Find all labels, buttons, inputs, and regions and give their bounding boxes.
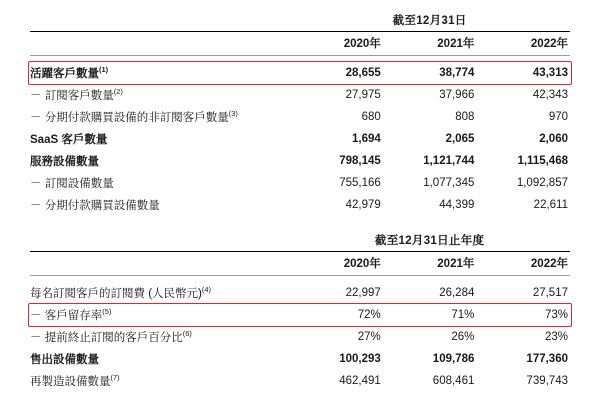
row-value-2021: 37,966 (439, 89, 475, 101)
row-label: － 提前終止訂閱的客戶百分比$^{(6)}$ (30, 329, 192, 344)
table-row (30, 370, 570, 392)
row-value-2022: 970 (548, 111, 568, 123)
row-value-2021: 109,786 (432, 353, 475, 365)
row-value-2022: 1,115,468 (517, 155, 568, 167)
empty-cell (30, 252, 289, 276)
section1-year-row (30, 32, 570, 56)
table-row (30, 150, 570, 172)
row-value-2020: 1,694 (352, 133, 381, 145)
row-value-2022: 2,060 (539, 133, 568, 145)
section1-header-row (30, 10, 570, 31)
row-value-2021: 71% (451, 309, 475, 321)
row-label: － 客戶留存率$^{(5)}$ (30, 307, 112, 322)
row-value-2021: 608,461 (432, 375, 475, 387)
table-row (30, 62, 570, 84)
year-header-2022: 2022年 (530, 258, 568, 270)
row-value-2021: 1,121,744 (423, 155, 475, 167)
year-header-2020: 2020年 (343, 38, 381, 50)
row-label: － 訂閱客戶數量$^{(2)}$ (30, 87, 123, 102)
row-value-2022: 23% (544, 331, 568, 343)
footnote-marker: (6) (182, 329, 192, 339)
table-row (30, 348, 570, 370)
row-value-2020: 798,145 (339, 155, 381, 167)
footnote-marker: (7) (110, 373, 120, 383)
row-value-2022: 1,092,857 (516, 177, 568, 189)
table-row (30, 282, 570, 304)
row-label: － 訂閱設備數量 (30, 178, 114, 190)
table-row (30, 194, 570, 216)
row-value-2021: 38,774 (439, 67, 475, 79)
section2-period-header: 截至12月31日止年度 (374, 235, 485, 247)
row-value-2022: 73% (544, 309, 568, 321)
empty-cell (30, 230, 289, 251)
section2-header-row (30, 230, 570, 251)
table-row (30, 106, 570, 128)
year-header-2021: 2021年 (437, 258, 475, 270)
row-value-2021: 26,284 (439, 287, 475, 299)
financial-table-section-2 (30, 216, 570, 392)
footnote-marker: (2) (113, 87, 123, 97)
row-value-2020: 22,997 (345, 287, 381, 299)
row-value-2020: 72% (357, 309, 381, 321)
row-value-2022: 42,343 (532, 89, 568, 101)
footnote-marker: (4) (201, 285, 212, 295)
footnote-marker: (5) (102, 307, 112, 317)
table-row (30, 172, 570, 194)
row-value-2022: 27,517 (532, 287, 568, 299)
row-value-2022: 22,611 (533, 199, 568, 211)
row-label: 活躍客戶數量$^{(1)}$ (30, 65, 109, 80)
row-value-2020: 28,655 (345, 67, 381, 79)
row-value-2020: 100,293 (339, 353, 381, 365)
row-label: 再製造設備數量$^{(7)}$ (30, 373, 120, 388)
row-value-2021: 808 (455, 111, 475, 123)
row-label: 服務設備數量 (30, 156, 99, 168)
row-value-2021: 1,077,345 (423, 177, 475, 189)
row-value-2022: 43,313 (532, 67, 568, 79)
footnote-marker: (1) (99, 65, 109, 75)
row-value-2020: 27,975 (345, 89, 381, 101)
section1-period-header: 截至12月31日 (392, 15, 467, 27)
empty-cell (30, 32, 289, 56)
footnote-marker: (3) (228, 109, 238, 119)
row-label: 每名訂閱客戶的訂閱費 (人民幣元)$^{(4)}$ (30, 285, 212, 300)
row-value-2020: 462,491 (339, 375, 381, 387)
section2-year-row (30, 252, 570, 276)
table-row (30, 326, 570, 348)
row-value-2021: 2,065 (445, 133, 475, 145)
table-row (30, 128, 570, 150)
row-value-2021: 44,399 (439, 199, 475, 211)
row-value-2021: 26% (451, 331, 475, 343)
table-row (30, 84, 570, 106)
year-header-2022: 2022年 (530, 38, 568, 50)
row-value-2022: 739,743 (526, 375, 568, 387)
row-value-2022: 177,360 (526, 353, 568, 365)
row-value-2020: 755,166 (339, 177, 381, 189)
row-value-2020: 680 (361, 111, 381, 123)
row-label: 售出設備數量 (30, 354, 99, 366)
empty-cell (30, 10, 289, 31)
row-label: SaaS 客戶數量 (30, 134, 108, 146)
row-value-2020: 42,979 (345, 199, 381, 211)
financial-table-section-1 (30, 10, 570, 216)
year-header-2021: 2021年 (437, 38, 475, 50)
table-row (30, 304, 570, 326)
row-value-2020: 27% (357, 331, 381, 343)
section-gap (30, 216, 570, 230)
row-label: － 分期付款購買設備數量 (30, 200, 160, 212)
year-header-2020: 2020年 (343, 258, 381, 270)
row-label: － 分期付款購買設備的非訂閱客戶數量$^{(3)}$ (30, 109, 238, 124)
